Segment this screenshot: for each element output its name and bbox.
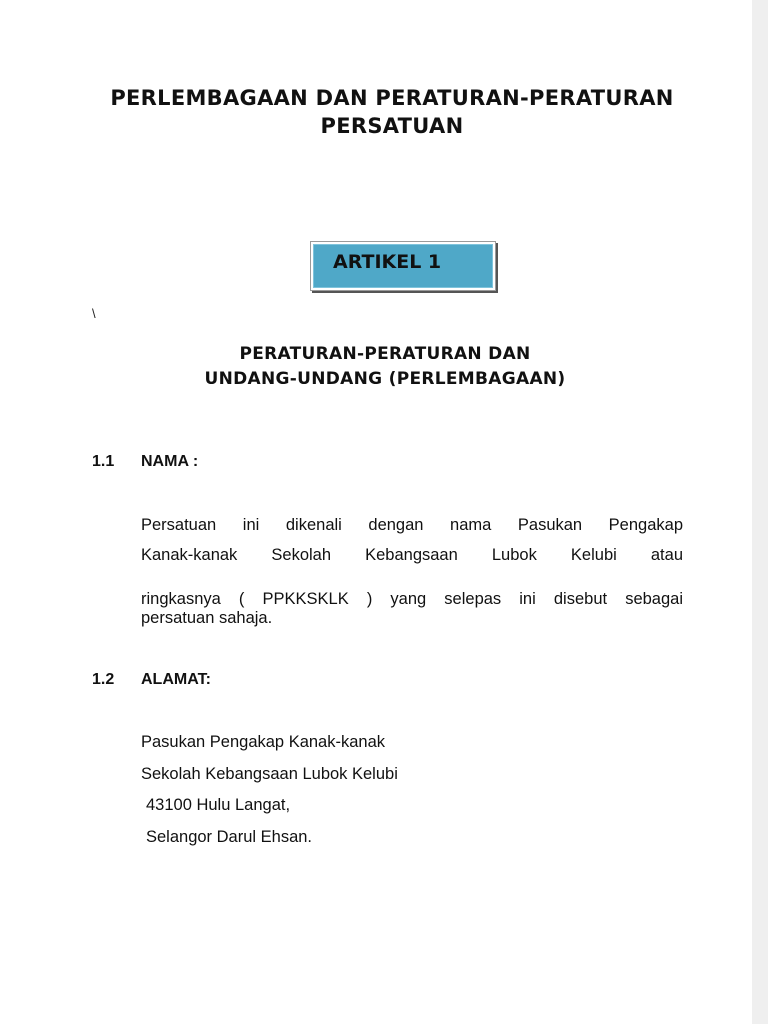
section-1-2-title: ALAMAT: xyxy=(141,671,211,688)
stray-backslash-mark: \ xyxy=(92,306,96,321)
nama-paragraph-line-3: ringkasnya ( PPKKSKLK ) yang selepas ini disebut sebagai xyxy=(141,590,683,608)
nama-paragraph-line-4: persatuan sahaja. xyxy=(141,609,273,627)
section-1-1-title: NAMA : xyxy=(141,453,199,470)
section-heading-line-1: PERATURAN-PERATURAN DAN xyxy=(239,344,531,364)
address-line-3: 43100 Hulu Langat, xyxy=(146,796,291,814)
nama-paragraph-line-1: Persatuan ini dikenali dengan nama Pasukan Pengakap xyxy=(141,516,683,534)
section-1-2-number: 1.2 xyxy=(92,671,115,688)
nama-paragraph-line-2: Kanak-kanak Sekolah Kebangsaan Lubok Kelubi atau xyxy=(141,546,683,564)
address-line-1: Pasukan Pengakap Kanak-kanak xyxy=(141,733,386,751)
section-heading-line-2: UNDANG-UNDANG (PERLEMBAGAAN) xyxy=(204,369,566,389)
address-line-4: Selangor Darul Ehsan. xyxy=(146,828,313,846)
document-title-line-1: PERLEMBAGAAN DAN PERATURAN-PERATURAN xyxy=(110,86,674,110)
artikel-banner xyxy=(310,241,496,291)
address-line-2: Sekolah Kebangsaan Lubok Kelubi xyxy=(141,765,398,783)
page-right-gutter xyxy=(752,0,768,1024)
artikel-label: ARTIKEL 1 xyxy=(333,251,442,273)
section-heading xyxy=(100,342,670,392)
section-1-1-number: 1.1 xyxy=(92,453,115,470)
document-title-line-2: PERSATUAN xyxy=(320,114,464,138)
document-title xyxy=(40,84,744,140)
